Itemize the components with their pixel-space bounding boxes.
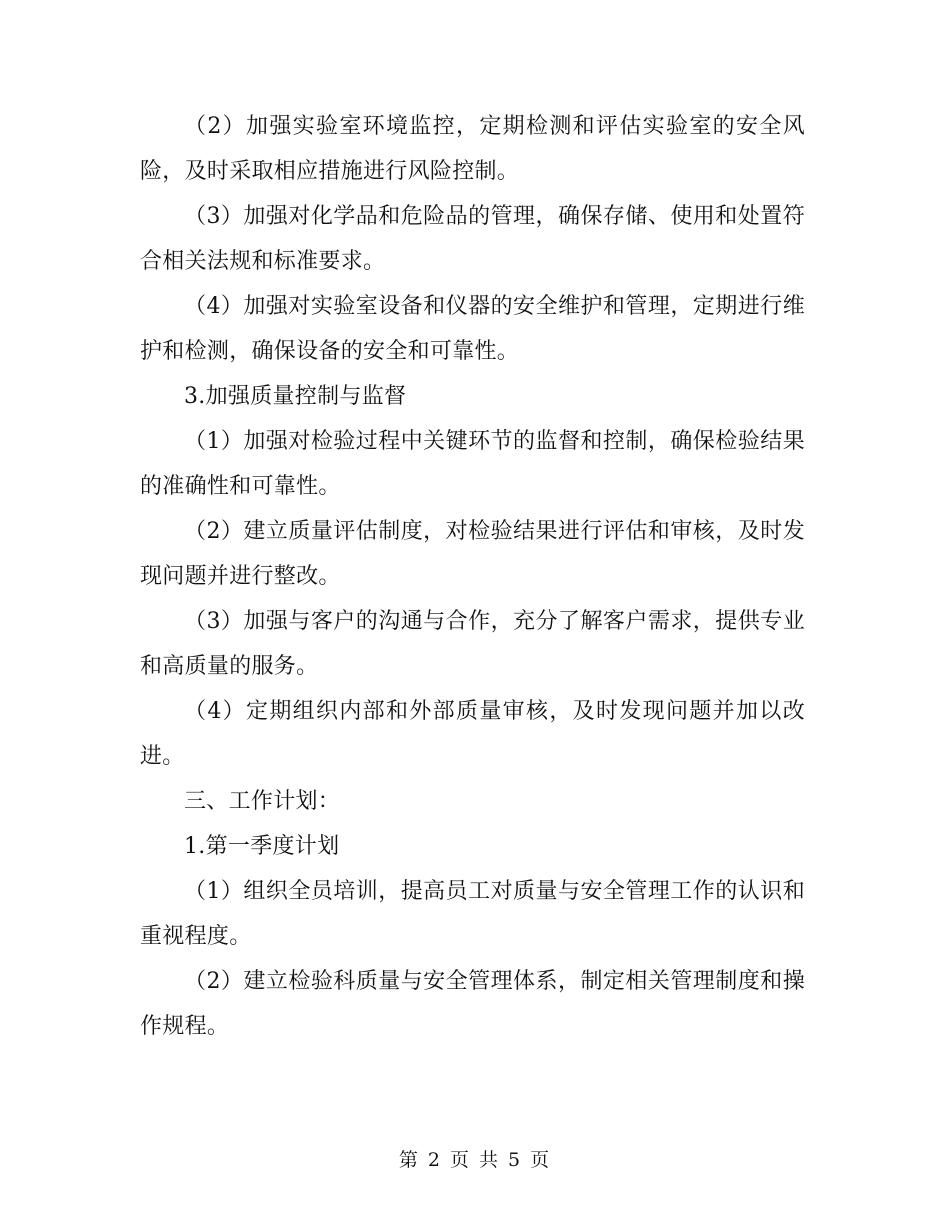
document-body [140, 104, 805, 1049]
paragraph-quality-audit: （4）定期组织内部和外部质量审核，及时发现问题并加以改进。 [140, 699, 805, 769]
paragraph-customer-communication: （3）加强与客户的沟通与合作，充分了解客户需求，提供专业和高质量的服务。 [140, 609, 805, 679]
section-heading-work-plan: 三、工作计划： [184, 789, 341, 814]
paragraph-lab-environment: （2）加强实验室环境监控，定期检测和评估实验室的安全风险，及时采取相应措施进行风险控制。 [140, 114, 805, 184]
paragraph-key-process-supervision: （1）加强对检验过程中关键环节的监督和控制，确保检验结果的准确性和可靠性。 [140, 429, 805, 499]
paragraph-management-system: （2）建立检验科质量与安全管理体系，制定相关管理制度和操作规程。 [140, 969, 805, 1039]
paragraph-equipment-maintenance: （4）加强对实验室设备和仪器的安全维护和管理，定期进行维护和检测，确保设备的安全和可靠性。 [140, 294, 805, 364]
section-heading-q1-plan: 1.第一季度计划 [184, 834, 340, 859]
paragraph-quality-assessment: （2）建立质量评估制度，对检验结果进行评估和审核，及时发现问题并进行整改。 [140, 519, 805, 589]
paragraph-chemical-management: （3）加强对化学品和危险品的管理，确保存储、使用和处置符合相关法规和标准要求。 [140, 204, 805, 274]
page-number-footer: 第 2 页 共 5 页 [398, 1149, 552, 1171]
section-heading-quality-control: 3.加强质量控制与监督 [184, 384, 407, 409]
paragraph-staff-training: （1）组织全员培训，提高员工对质量与安全管理工作的认识和重视程度。 [140, 879, 805, 949]
